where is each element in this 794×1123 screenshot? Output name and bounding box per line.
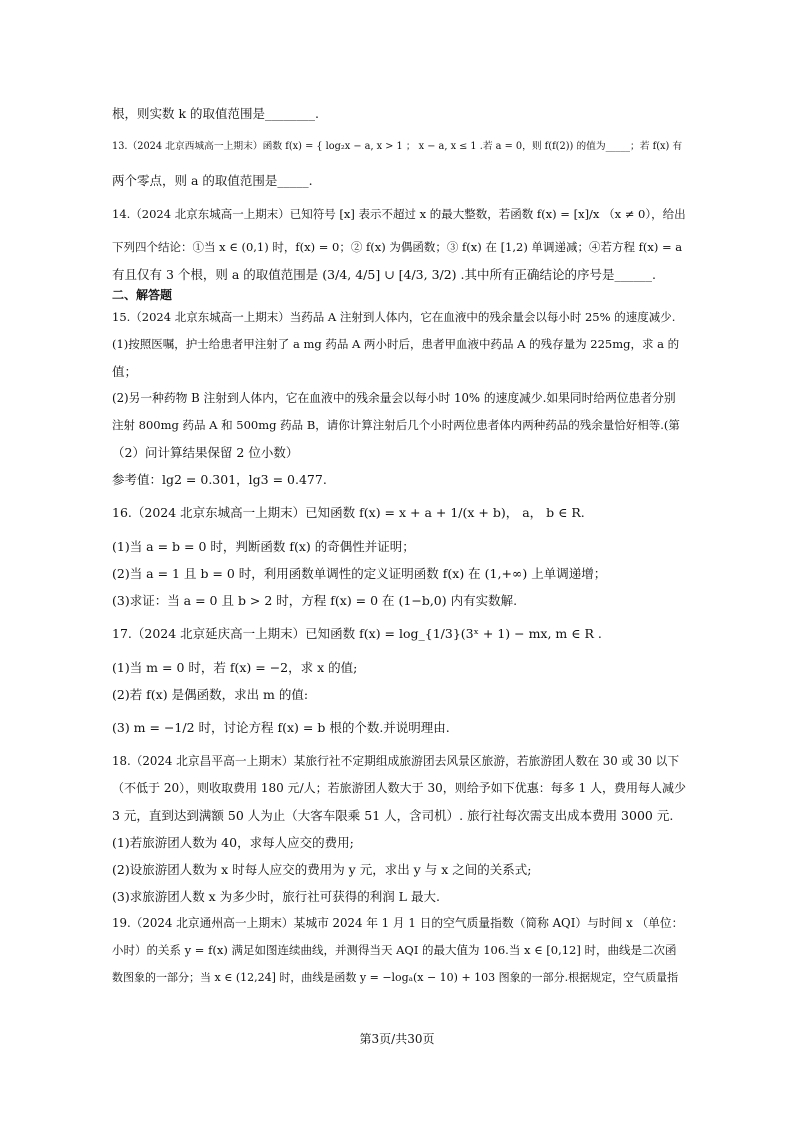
text-line: 根，则实数 k 的取值范围是________. bbox=[112, 106, 319, 121]
text-line: (3)求旅游团人数 x 为多少时，旅行社可获得的利润 L 最大. bbox=[112, 889, 440, 904]
question-14: 14.（2024 北京东城高一上期末）已知符号 [x] 表示不超过 x 的最大整数，若函数 f(x) = [x]/x （x ≠ 0），给出 bbox=[112, 207, 686, 221]
text-line: 下列四个结论：①当 x ∈ (0,1) 时，f(x) = 0；② f(x) 为偶函数；③ f(x) 在 [1,2) 单调递减；④若方程 f(x) = a bbox=[112, 240, 683, 254]
question-16: 16.（2024 北京东城高一上期末）已知函数 f(x) = x + a + 1/(x + b)， a， b ∈ R. bbox=[112, 505, 585, 520]
text-line: (3)求证：当 a = 0 且 b > 2 时，方程 f(x) = 0 在 (1−b,0) 内有实数解. bbox=[112, 593, 518, 608]
text-line: 数图象的一部分；当 x ∈ (12,24] 时，曲线是函数 y = −logₐ(x − 10) + 103 图象的一部分.根据规定，空气质量指 bbox=[112, 971, 679, 984]
text-line: (1)若旅游团人数为 40，求每人应交的费用; bbox=[112, 835, 354, 850]
text-line: 两个零点，则 a 的取值范围是_____. bbox=[112, 173, 313, 188]
question-18: 18.（2024 北京昌平高一上期末）某旅行社不定期组成旅游团去风景区旅游，若旅游团人数在 30 或 30 以下 bbox=[112, 754, 680, 768]
text-line: (3) m = −1/2 时，讨论方程 f(x) = b 根的个数.并说明理由. bbox=[112, 720, 450, 735]
question-15: 15.（2024 北京东城高一上期末）当药品 A 注射到人体内，它在血液中的残余量会以每小时 25% 的速度减少. bbox=[112, 310, 676, 324]
text-line: 注射 800mg 药品 A 和 500mg 药品 B，请你计算注射后几个小时两位患者体内两种药品的残余量恰好相等.(第 bbox=[112, 418, 680, 432]
text-line: (1)按照医嘱，护士给患者甲注射了 a mg 药品 A 两小时后，患者甲血液中药品 A 的残存量为 225mg，求 a 的 bbox=[112, 337, 680, 351]
text-line: （2）问计算结果保留 2 位小数） bbox=[112, 445, 299, 460]
text-line: (2)设旅游团人数为 x 时每人应交的费用为 y 元，求出 y 与 x 之间的关系式; bbox=[112, 862, 532, 877]
question-19: 19.（2024 北京通州高一上期末）某城市 2024 年 1 月 1 日的空气质量指数（简称 AQI）与时间 x （单位： bbox=[112, 916, 684, 930]
text-line: 值； bbox=[112, 364, 138, 379]
text-line: 3 元，直到达到满额 50 人为止（大客车限乘 51 人，含司机）. 旅行社每次需支出成本费用 3000 元. bbox=[112, 808, 674, 823]
page-footer: 第3页/共30页 bbox=[359, 1032, 435, 1046]
text-line: (2)另一种药物 B 注射到人体内，它在血液中的残余量会以每小时 10% 的速度减少.如果同时给两位患者分别 bbox=[112, 391, 676, 405]
section-heading: 二、解答题 bbox=[112, 288, 173, 302]
text-line: （不低于 20），则收取费用 180 元/人；若旅游团人数大于 30，则给予如下优惠：每多 1 人，费用每人减少 bbox=[112, 781, 687, 795]
text-line: 有且仅有 3 个根，则 a 的取值范围是 (3/4, 4/5] ∪ [4/3, 3/2) .其中所有正确结论的序号是______. bbox=[112, 267, 656, 282]
question-17: 17.（2024 北京延庆高一上期末）已知函数 f(x) = log_{1/3}(3ˣ + 1) − mx, m ∈ R . bbox=[112, 626, 602, 641]
text-line: (2)当 a = 1 且 b = 0 时，利用函数单调性的定义证明函数 f(x) 在 (1,+∞) 上单调递增； bbox=[112, 566, 607, 581]
text-line: (2)若 f(x) 是偶函数，求出 m 的值: bbox=[112, 687, 309, 702]
document-body bbox=[112, 100, 686, 991]
text-line: (1)当 m = 0 时，若 f(x) = −2，求 x 的值; bbox=[112, 660, 358, 675]
question-13: 13.（2024 北京西城高一上期末）函数 f(x) = { log₂x − a, x > 1 ； x − a, x ≤ 1 .若 a = 0，则 f(f(2)) 的值为_____；若 f(x) 有 bbox=[112, 141, 683, 152]
text-line: (1)当 a = b = 0 时，判断函数 f(x) 的奇偶性并证明； bbox=[112, 539, 415, 554]
text-line: 小时）的关系 y = f(x) 满足如图连续曲线，并测得当天 AQI 的最大值为 106.当 x ∈ [0,12] 时，曲线是二次函 bbox=[112, 943, 677, 957]
text-line: 参考值：lg2 = 0.301，lg3 = 0.477. bbox=[112, 472, 327, 487]
